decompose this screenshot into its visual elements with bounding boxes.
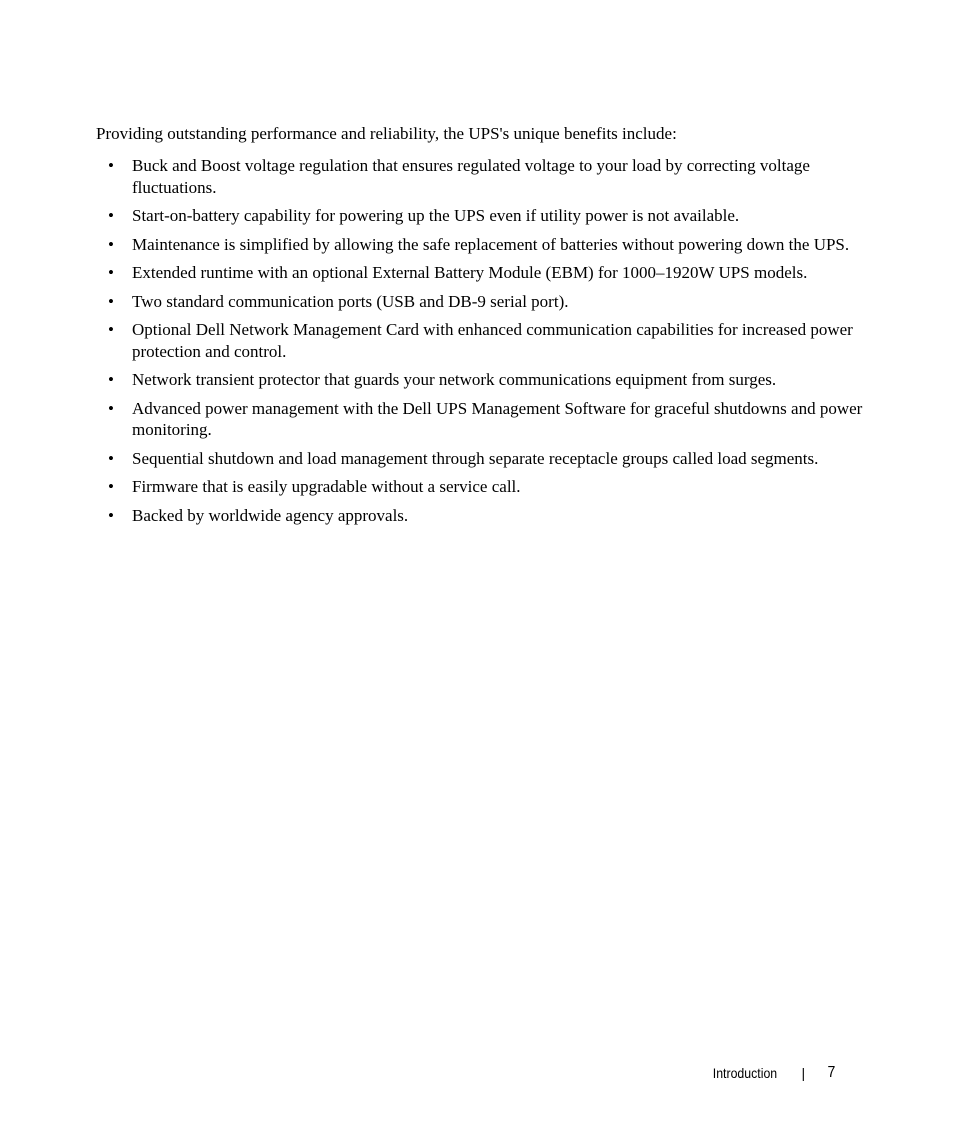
bullet-icon: • xyxy=(108,206,114,225)
page-footer xyxy=(704,1063,836,1083)
list-item-text: Two standard communication ports (USB and DB-9 serial port). xyxy=(132,291,569,311)
list-item xyxy=(96,319,876,362)
list-item-text: Buck and Boost voltage regulation that ensures regulated voltage to your load by correcting voltage fluctuations. xyxy=(132,156,810,197)
list-item xyxy=(96,369,876,391)
list-item-text: Advanced power management with the Dell UPS Management Software for graceful shutdowns and power monitoring. xyxy=(132,398,863,439)
bullet-icon: • xyxy=(108,263,114,282)
list-item xyxy=(96,505,876,527)
bullet-icon: • xyxy=(108,505,114,525)
bullet-icon: • xyxy=(108,398,114,418)
list-item-text: Optional Dell Network Management Card with enhanced communication capabilities for increased power protection and control. xyxy=(132,320,853,361)
list-item xyxy=(96,476,876,498)
bullet-icon: • xyxy=(108,370,114,389)
bullet-icon: • xyxy=(108,156,114,175)
list-item-text: Firmware that is easily upgradable without a service call. xyxy=(132,477,521,496)
list-item xyxy=(96,262,876,284)
list-item-text: Backed by worldwide agency approvals. xyxy=(132,505,409,525)
bullet-icon: • xyxy=(108,234,114,254)
bullet-icon: • xyxy=(108,477,114,496)
list-item xyxy=(96,398,876,441)
list-item-text: Sequential shutdown and load management through separate receptacle groups called load segments. xyxy=(132,448,819,468)
bullet-icon: • xyxy=(108,448,114,468)
benefits-list xyxy=(96,155,876,533)
bullet-icon: • xyxy=(108,320,114,339)
list-item xyxy=(96,234,876,256)
page-number: 7 xyxy=(827,1064,836,1081)
list-item xyxy=(96,291,876,313)
list-item-text: Extended runtime with an optional External Battery Module (EBM) for 1000–1920W UPS models. xyxy=(132,263,808,282)
footer-divider: | xyxy=(801,1065,806,1081)
list-item xyxy=(96,155,876,198)
list-item-text: Network transient protector that guards your network communications equipment from surges. xyxy=(132,370,777,389)
footer-section-title: Introduction xyxy=(713,1065,778,1081)
list-item-text: Start-on-battery capability for powering up the UPS even if utility power is not available. xyxy=(132,206,740,225)
list-item-text: Maintenance is simplified by allowing the safe replacement of batteries without powering down the UPS. xyxy=(132,234,850,254)
list-item xyxy=(96,448,876,470)
intro-paragraph: Providing outstanding performance and reliability, the UPS's unique benefits include: xyxy=(96,124,677,143)
list-item xyxy=(96,205,876,227)
bullet-icon: • xyxy=(108,291,114,311)
